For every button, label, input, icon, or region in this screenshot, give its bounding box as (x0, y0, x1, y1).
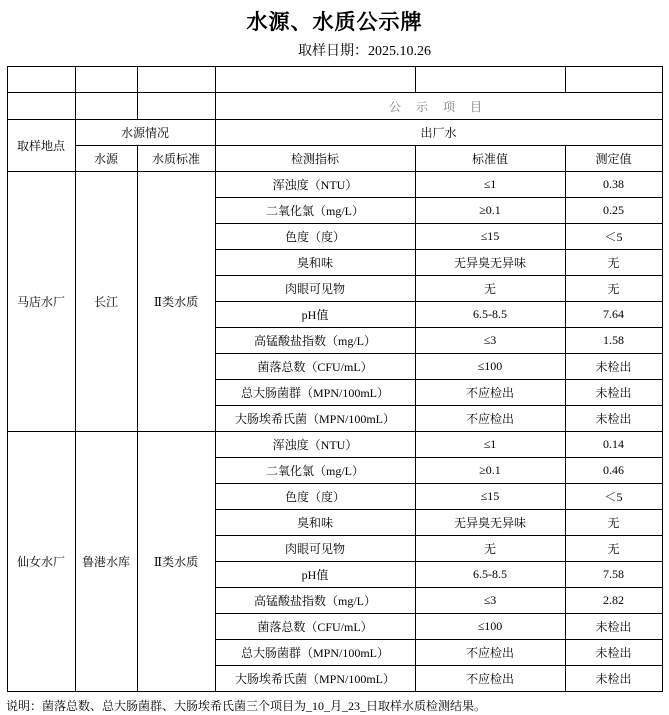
spacer-cell (215, 67, 415, 93)
standard-value: ≥0.1 (415, 198, 565, 224)
standard-value: ≤1 (415, 172, 565, 198)
standard-value: ≤15 (415, 484, 565, 510)
footer-note: 说明：菌落总数、总大肠菌群、大肠埃希氏菌三个项目为_10_月_23_日取样水质检测结果。 (6, 699, 487, 713)
banner-title: 公 示 项 目 (215, 93, 662, 120)
standard-value: 不应检出 (415, 380, 565, 406)
standard-value: ≤15 (415, 224, 565, 250)
spacer-cell (137, 67, 215, 93)
measured-value: ＜5 (565, 224, 662, 250)
source-name: 鲁港水库 (75, 432, 137, 692)
measured-value: 未检出 (565, 614, 662, 640)
spacer-cell (7, 67, 75, 93)
header-source: 水源 (75, 146, 137, 172)
standard-value: 不应检出 (415, 640, 565, 666)
header-measured-value: 测定值 (565, 146, 662, 172)
standard-value: 6.5-8.5 (415, 302, 565, 328)
standard-value: 无异臭无异味 (415, 250, 565, 276)
measured-value: 0.46 (565, 458, 662, 484)
test-item: 臭和味 (215, 510, 415, 536)
measured-value: 7.58 (565, 562, 662, 588)
test-item: pH值 (215, 302, 415, 328)
test-item: 肉眼可见物 (215, 276, 415, 302)
test-item: 肉眼可见物 (215, 536, 415, 562)
test-item: 臭和味 (215, 250, 415, 276)
measured-value: 无 (565, 276, 662, 302)
measured-value: 无 (565, 250, 662, 276)
test-item: 高锰酸盐指数（mg/L） (215, 328, 415, 354)
measured-value: 未检出 (565, 640, 662, 666)
measured-value: 未检出 (565, 354, 662, 380)
test-item: 总大肠菌群（MPN/100mL） (215, 380, 415, 406)
header-water-standard: 水质标准 (137, 146, 215, 172)
standard-value: ≤1 (415, 432, 565, 458)
standard-value: 不应检出 (415, 406, 565, 432)
test-item: 总大肠菌群（MPN/100mL） (215, 640, 415, 666)
header-site: 取样地点 (7, 120, 75, 172)
test-item: 二氧化氯（mg/L） (215, 198, 415, 224)
measured-value: 7.64 (565, 302, 662, 328)
test-item: 菌落总数（CFU/mL） (215, 354, 415, 380)
spacer-cell (137, 93, 215, 120)
site-name: 马店水厂 (7, 172, 75, 432)
header-row-2 (7, 146, 662, 172)
site-name: 仙女水厂 (7, 432, 75, 692)
spacer-cell (565, 67, 662, 93)
spacer-cell (75, 93, 137, 120)
spacer-row (7, 67, 662, 93)
header-row-1 (7, 120, 662, 146)
standard-value: ≤100 (415, 614, 565, 640)
measured-value: ＜5 (565, 484, 662, 510)
standard-value: ≥0.1 (415, 458, 565, 484)
test-item: 浑浊度（NTU） (215, 172, 415, 198)
measured-value: 1.58 (565, 328, 662, 354)
test-item: 菌落总数（CFU/mL） (215, 614, 415, 640)
measured-value: 无 (565, 510, 662, 536)
header-standard-value: 标准值 (415, 146, 565, 172)
test-item: 高锰酸盐指数（mg/L） (215, 588, 415, 614)
test-item: 浑浊度（NTU） (215, 432, 415, 458)
standard-value: ≤3 (415, 588, 565, 614)
test-item: 二氧化氯（mg/L） (215, 458, 415, 484)
standard-value: 6.5-8.5 (415, 562, 565, 588)
test-item: 色度（度） (215, 484, 415, 510)
standard-value: 无 (415, 536, 565, 562)
standard-value: ≤3 (415, 328, 565, 354)
measured-value: 0.38 (565, 172, 662, 198)
sample-date: 取样日期：2025.10.26 (298, 44, 431, 59)
standard-value: 不应检出 (415, 666, 565, 692)
spacer-cell (7, 93, 75, 120)
water-standard: Ⅱ类水质 (137, 432, 215, 692)
measured-value: 0.25 (565, 198, 662, 224)
spacer-cell (415, 67, 565, 93)
measured-value: 2.82 (565, 588, 662, 614)
spacer-cell (75, 67, 137, 93)
table-body (7, 67, 662, 692)
header-factory-water: 出厂水 (215, 120, 662, 146)
standard-value: ≤100 (415, 354, 565, 380)
standard-value: 无异臭无异味 (415, 510, 565, 536)
test-item: 大肠埃希氏菌（MPN/100mL） (215, 666, 415, 692)
header-test-item: 检测指标 (215, 146, 415, 172)
header-source-situation: 水源情况 (75, 120, 215, 146)
source-name: 长江 (75, 172, 137, 432)
measured-value: 无 (565, 536, 662, 562)
banner-row (7, 93, 662, 120)
test-item: 大肠埃希氏菌（MPN/100mL） (215, 406, 415, 432)
table-row (7, 172, 662, 198)
test-item: pH值 (215, 562, 415, 588)
measured-value: 未检出 (565, 666, 662, 692)
test-item: 色度（度） (215, 224, 415, 250)
standard-value: 无 (415, 276, 565, 302)
page-title: 水源、水质公示牌 (246, 10, 423, 34)
measured-value: 未检出 (565, 406, 662, 432)
table-row (7, 432, 662, 458)
water-quality-table (7, 66, 663, 692)
water-standard: Ⅱ类水质 (137, 172, 215, 432)
measured-value: 0.14 (565, 432, 662, 458)
measured-value: 未检出 (565, 380, 662, 406)
